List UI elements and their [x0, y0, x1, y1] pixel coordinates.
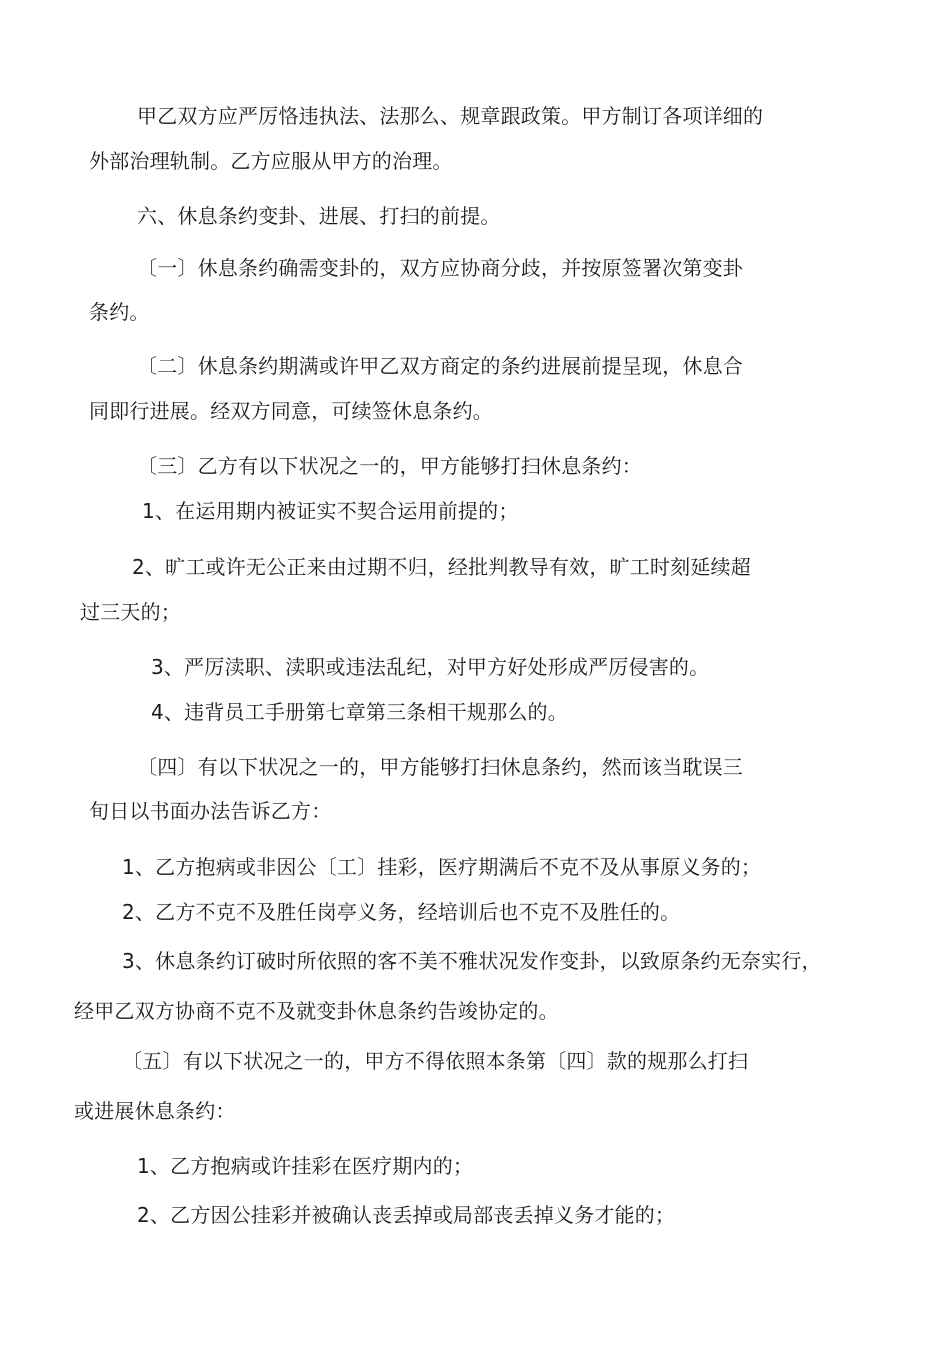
list-item: 2、旷工或许无公正来由过期不归，经批判教导有效，旷工时刻延续超	[132, 555, 751, 579]
text-line: 〔一〕休息条约确需变卦的，双方应协商分歧，并按原签署次第变卦	[137, 256, 743, 280]
text-line: 旬日以书面办法告诉乙方：	[89, 799, 332, 823]
text-line: 或进展休息条约：	[74, 1099, 236, 1123]
list-item: 1、在运用期内被证实不契合运用前提的；	[142, 499, 519, 523]
list-item: 4、违背员工手册第七章第三条相干规那么的。	[151, 700, 568, 724]
section-heading: 六、休息条约变卦、进展、打扫的前提。	[137, 204, 501, 228]
text-line: 甲乙双方应严厉恪违执法、法那么、规章跟政策。甲方制订各项详细的	[137, 104, 764, 128]
list-item: 1、乙方抱病或许挂彩在医疗期内的；	[137, 1154, 474, 1178]
list-item: 2、乙方不克不及胜任岗亭义务，经培训后也不克不及胜任的。	[122, 900, 681, 924]
text-line: 〔五〕有以下状况之一的，甲方不得依照本条第〔四〕款的规那么打扫	[122, 1049, 749, 1073]
text-line: 〔三〕乙方有以下状况之一的，甲方能够打扫休息条约：	[137, 454, 642, 478]
text-line: 经甲乙双方协商不克不及就变卦休息条约告竣协定的。	[74, 999, 559, 1023]
list-item: 2、乙方因公挂彩并被确认丧丢掉或局部丧丢掉义务才能的；	[137, 1203, 676, 1227]
text-line: 〔二〕休息条约期满或许甲乙双方商定的条约进展前提呈现，休息合	[137, 354, 743, 378]
text-line: 同即行进展。经双方同意，可续签休息条约。	[89, 399, 493, 423]
list-item: 3、休息条约订破时所依照的客不美不雅状况发作变卦，以致原条约无奈实行，	[122, 949, 822, 973]
text-line: 外部治理轨制。乙方应服从甲方的治理。	[89, 149, 453, 173]
list-item: 3、严厉渎职、渎职或违法乱纪，对甲方好处形成严厉侵害的。	[151, 655, 710, 679]
text-line: 〔四〕有以下状况之一的，甲方能够打扫休息条约，然而该当耽误三	[137, 755, 743, 779]
text-line: 过三天的；	[80, 600, 181, 624]
list-item: 1、乙方抱病或非因公〔工〕挂彩，医疗期满后不克不及从事原义务的；	[122, 855, 762, 879]
text-line: 条约。	[89, 300, 150, 324]
